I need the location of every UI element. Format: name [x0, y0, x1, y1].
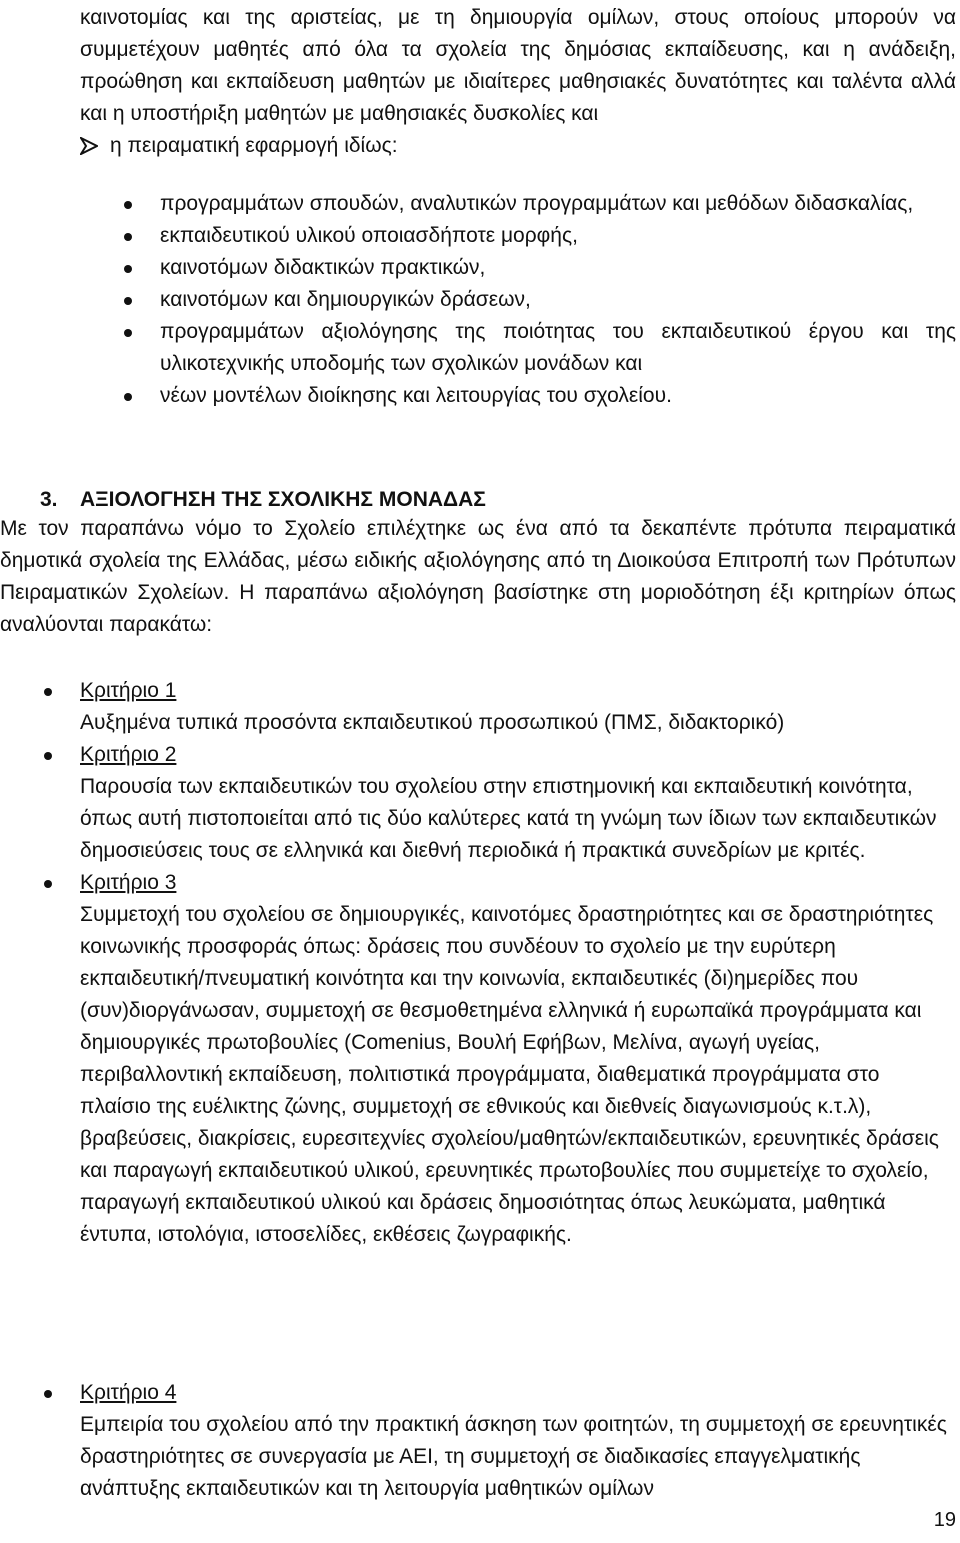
criterion-title: Κριτήριο 2	[80, 743, 177, 766]
intro-paragraph: καινοτομίας και της αριστείας, με τη δημιουργία ομίλων, στους οποίους μπορούν να συμμετέχουν μαθητές από όλα τα σχολεία της δημόσιας εκπαίδευσης, και η ανάδειξη, προώθηση και εκπαίδευση μαθητών με ιδιαίτερες μαθησιακές δυνατότητες και ταλέντα αλλά και η υποστήριξη μαθητών με μαθησιακές δυσκολίες και	[80, 6, 956, 125]
section-heading	[40, 486, 486, 514]
bullet-icon	[124, 233, 132, 241]
sub-bullet-list	[160, 188, 956, 412]
criterion-item	[80, 739, 950, 867]
criterion-item	[80, 1377, 950, 1505]
arrow-item-text: η πειραματική εφαρμογή ιδίως:	[110, 134, 398, 157]
criterion-text: Συμμετοχή του σχολείου σε δημιουργικές, καινοτόμες δραστηριότητες και σε δραστηριότητες κοινωνικής προσφοράς όπως: δράσεις που συνδέουν το σχολείο με την ευρύτερη εκπαιδευτική/πνευματική κοινότητα και την κοινωνία, εκπαιδευτικές (δι)ημερίδες που (συν)διοργάνωσαν, συμμετοχή σε θεσμοθετημένα ελληνικά ή ευρωπαϊκά προγράμματα και δημιουργικές πρωτοβουλίες (Comenius, Βουλή Εφήβων, Μελίνα, αγωγή υγείας, περιβαλλοντική εκπαίδευση, πολιτιστικά προγράμματα, διαθεματικά προγράμματα στο πλαίσιο της ευέλικτης ζώνης, συμμετοχή σε εθνικούς και διεθνείς διαγωνισμούς κ.τ.λ), βραβεύσεις, διακρίσεις, ευρεσιτεχνίες σχολείου/μαθητών/εκπαιδευτικών, ερευνητικές δράσεις και παραγωγή εκπαιδευτικού υλικού, ερευνητικές πρωτοβουλίες που συμμετείχε το σχολείο, παραγωγή εκπαιδευτικού υλικού και δράσεις δημοσιότητας όπως λευκώματα, μαθητικά έντυπα, ιστολόγια, ιστοσελίδες, εκθέσεις ζωγραφικής.	[80, 903, 939, 1246]
list-item: καινοτόμων και δημιουργικών δράσεων,	[160, 284, 956, 316]
bullet-icon	[44, 688, 52, 696]
criterion-text: Παρουσία των εκπαιδευτικών του σχολείου στην επιστημονική και εκπαιδευτική κοινότητα, όπως αυτή πιστοποιείται από τις δύο καλύτερες κατά τη γνώμη των ίδιων των εκπαιδευτικών δημοσιεύσεις τους σε ελληνικά και διεθνή περιοδικά ή πρακτικά συνεδρίων με κριτές.	[80, 775, 937, 862]
criterion-title: Κριτήριο 4	[80, 1381, 177, 1404]
section-body-paragraph: Με τον παραπάνω νόμο το Σχολείο επιλέχτηκε ως ένα από τα δεκαπέντε πρότυπα πειραματικά δημοτικά σχολεία της Ελλάδας, μέσω ειδικής αξιολόγησης από τη Διοικούσα Επιτροπή των Πρότυπων Πειραματικών Σχολείων. Η παραπάνω αξιολόγηση βασίστηκε στη μοριοδότηση έξι κριτηρίων όπως αναλύονται παρακάτω:	[0, 517, 956, 636]
criterion-title: Κριτήριο 3	[80, 871, 177, 894]
bullet-icon	[44, 752, 52, 760]
criterion-item	[80, 867, 950, 1251]
criterion-item	[80, 675, 950, 739]
list-item: προγραμμάτων σπουδών, αναλυτικών προγραμμάτων και μεθόδων διδασκαλίας,	[160, 188, 956, 220]
list-item: εκπαιδευτικού υλικού οποιασδήποτε μορφής,	[160, 220, 956, 252]
section-title: ΑΞΙΟΛΟΓΗΣΗ ΤΗΣ ΣΧΟΛΙΚΗΣ ΜΟΝΑΔΑΣ	[80, 488, 486, 511]
page-number: 19	[933, 1509, 956, 1531]
bullet-icon	[124, 201, 132, 209]
criterion-text: Εμπειρία του σχολείου από την πρακτική άσκηση των φοιτητών, τη συμμετοχή σε ερευνητικές δραστηριότητες σε συνεργασία με ΑΕΙ, τη συμμετοχή σε διαδικασίες επαγγελματικής ανάπτυξης εκπαιδευτικών και τη λειτουργία μαθητικών ομίλων	[80, 1413, 947, 1500]
bullet-icon	[124, 297, 132, 305]
bullet-icon	[44, 880, 52, 888]
arrow-list-item	[80, 130, 950, 162]
list-item: προγραμμάτων αξιολόγησης της ποιότητας του εκπαιδευτικού έργου και της υλικοτεχνικής υποδομής των σχολικών μονάδων και	[160, 316, 956, 380]
criteria-list-a	[80, 675, 950, 1251]
criterion-text: Αυξημένα τυπικά προσόντα εκπαιδευτικού προσωπικού (ΠΜΣ, διδακτορικό)	[80, 711, 785, 734]
criterion-title: Κριτήριο 1	[80, 679, 177, 702]
bullet-icon	[44, 1390, 52, 1398]
bullet-icon	[124, 329, 132, 337]
bullet-icon	[124, 265, 132, 273]
section-number: 3.	[40, 488, 58, 511]
criteria-list-b	[80, 1377, 950, 1505]
list-item: καινοτόμων διδακτικών πρακτικών,	[160, 252, 956, 284]
bullet-icon	[124, 393, 132, 401]
list-item: νέων μοντέλων διοίκησης και λειτουργίας του σχολείου.	[160, 380, 956, 412]
